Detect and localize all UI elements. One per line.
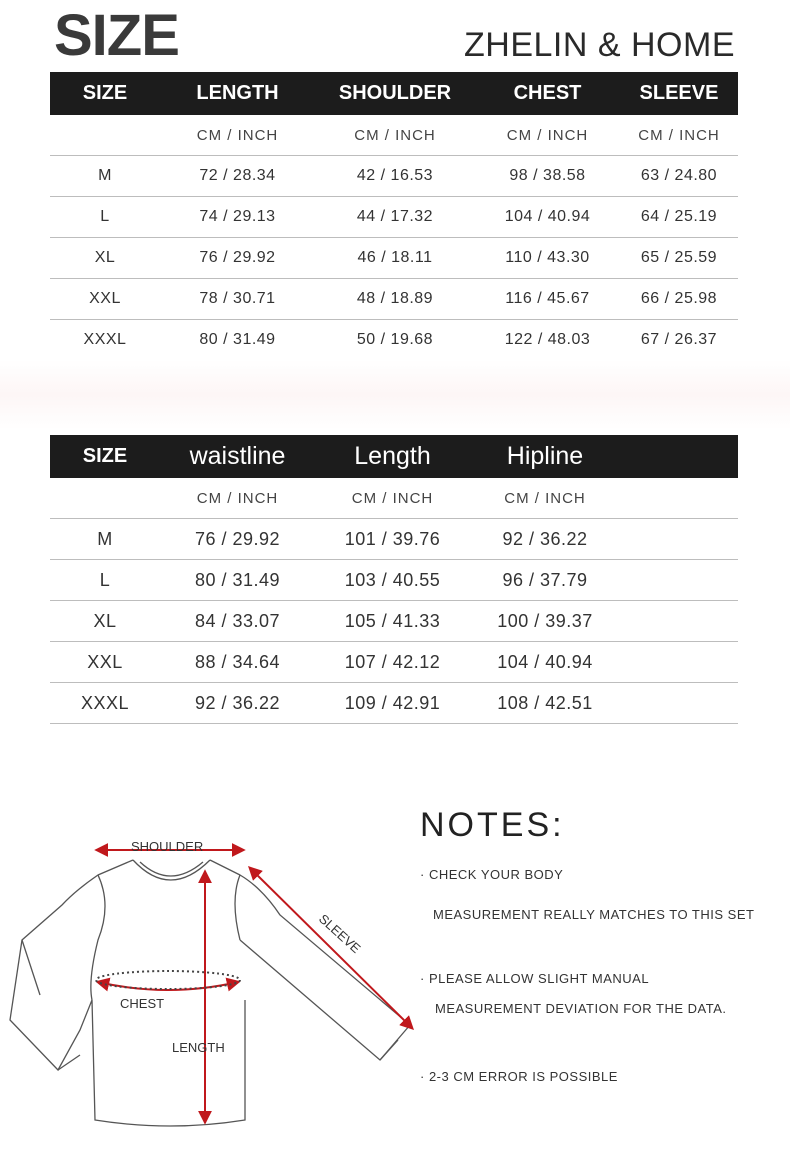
- value-cell: 92 / 36.22: [160, 683, 315, 724]
- value-cell: 78 / 30.71: [160, 279, 315, 320]
- value-cell: 76 / 29.92: [160, 238, 315, 279]
- value-cell: 64 / 25.19: [620, 197, 738, 238]
- value-cell: 84 / 33.07: [160, 601, 315, 642]
- header-size: SIZE: [50, 435, 160, 478]
- top-size-table: [50, 72, 738, 361]
- table-row: [50, 519, 738, 560]
- size-cell: XXXL: [50, 683, 160, 724]
- size-cell: XXL: [50, 642, 160, 683]
- value-cell: 101 / 39.76: [315, 519, 470, 560]
- value-cell: 42 / 16.53: [315, 156, 475, 197]
- value-cell: 103 / 40.55: [315, 560, 470, 601]
- size-cell: M: [50, 519, 160, 560]
- value-cell: [620, 560, 738, 601]
- table-header-row: [50, 435, 738, 478]
- size-cell: XL: [50, 238, 160, 279]
- table-row: [50, 560, 738, 601]
- header-hipline: Hipline: [470, 435, 620, 478]
- note-line: MEASUREMENT DEVIATION FOR THE DATA.: [435, 1001, 727, 1016]
- value-cell: 48 / 18.89: [315, 279, 475, 320]
- value-cell: 76 / 29.92: [160, 519, 315, 560]
- note-line: MEASUREMENT REALLY MATCHES TO THIS SET: [433, 907, 755, 922]
- size-cell: XL: [50, 601, 160, 642]
- table-row: [50, 320, 738, 361]
- header-sleeve: SLEEVE: [620, 72, 738, 115]
- value-cell: 63 / 24.80: [620, 156, 738, 197]
- value-cell: 116 / 45.67: [475, 279, 620, 320]
- unit-cell: CM / INCH: [620, 115, 738, 156]
- header-chest: CHEST: [475, 72, 620, 115]
- table-row: [50, 238, 738, 279]
- sleeve-label: SLEEVE: [315, 911, 364, 957]
- header-shoulder: SHOULDER: [315, 72, 475, 115]
- unit-cell: [50, 478, 160, 519]
- size-cell: L: [50, 197, 160, 238]
- chest-label: CHEST: [120, 996, 165, 1011]
- value-cell: 72 / 28.34: [160, 156, 315, 197]
- table-header-row: [50, 72, 738, 115]
- notes-title: NOTES:: [420, 806, 565, 844]
- value-cell: 110 / 43.30: [475, 238, 620, 279]
- shirt-outline-icon: [0, 820, 420, 1140]
- value-cell: 46 / 18.11: [315, 238, 475, 279]
- value-cell: 98 / 38.58: [475, 156, 620, 197]
- value-cell: [620, 519, 738, 560]
- value-cell: 107 / 42.12: [315, 642, 470, 683]
- unit-row: [50, 478, 738, 519]
- header-waistline: waistline: [160, 435, 315, 478]
- unit-cell: CM / INCH: [160, 115, 315, 156]
- value-cell: 105 / 41.33: [315, 601, 470, 642]
- unit-row: [50, 115, 738, 156]
- bottom-size-table: [50, 435, 738, 724]
- value-cell: 108 / 42.51: [470, 683, 620, 724]
- table-row: [50, 683, 738, 724]
- length-label: LENGTH: [172, 1040, 225, 1055]
- size-cell: M: [50, 156, 160, 197]
- note-line: · CHECK YOUR BODY: [420, 867, 564, 882]
- value-cell: 74 / 29.13: [160, 197, 315, 238]
- unit-cell: [50, 115, 160, 156]
- header-size: SIZE: [50, 72, 160, 115]
- value-cell: 96 / 37.79: [470, 560, 620, 601]
- value-cell: 88 / 34.64: [160, 642, 315, 683]
- value-cell: 80 / 31.49: [160, 560, 315, 601]
- unit-cell: CM / INCH: [475, 115, 620, 156]
- unit-cell: CM / INCH: [470, 478, 620, 519]
- value-cell: 122 / 48.03: [475, 320, 620, 361]
- page-title: SIZE: [54, 3, 179, 68]
- value-cell: 65 / 25.59: [620, 238, 738, 279]
- note-line: · 2-3 CM ERROR IS POSSIBLE: [420, 1069, 618, 1084]
- value-cell: 104 / 40.94: [470, 642, 620, 683]
- unit-cell: CM / INCH: [315, 478, 470, 519]
- brand-name: ZHELIN & HOME: [464, 26, 735, 64]
- size-cell: L: [50, 560, 160, 601]
- value-cell: 92 / 36.22: [470, 519, 620, 560]
- value-cell: [620, 683, 738, 724]
- table-row: [50, 197, 738, 238]
- table-row: [50, 642, 738, 683]
- shoulder-label: SHOULDER: [131, 839, 204, 854]
- value-cell: 104 / 40.94: [475, 197, 620, 238]
- size-cell: XXXL: [50, 320, 160, 361]
- value-cell: 50 / 19.68: [315, 320, 475, 361]
- unit-cell: CM / INCH: [315, 115, 475, 156]
- value-cell: 66 / 25.98: [620, 279, 738, 320]
- unit-cell: [620, 478, 738, 519]
- value-cell: 109 / 42.91: [315, 683, 470, 724]
- value-cell: 100 / 39.37: [470, 601, 620, 642]
- value-cell: [620, 642, 738, 683]
- value-cell: 67 / 26.37: [620, 320, 738, 361]
- value-cell: 44 / 17.32: [315, 197, 475, 238]
- value-cell: [620, 601, 738, 642]
- unit-cell: CM / INCH: [160, 478, 315, 519]
- value-cell: 80 / 31.49: [160, 320, 315, 361]
- note-line: · PLEASE ALLOW SLIGHT MANUAL: [420, 971, 650, 986]
- header-length: LENGTH: [160, 72, 315, 115]
- table-row: [50, 156, 738, 197]
- table-row: [50, 601, 738, 642]
- table-row: [50, 279, 738, 320]
- header-empty: [620, 435, 738, 478]
- size-cell: XXL: [50, 279, 160, 320]
- section-divider: [0, 360, 790, 430]
- header-length: Length: [315, 435, 470, 478]
